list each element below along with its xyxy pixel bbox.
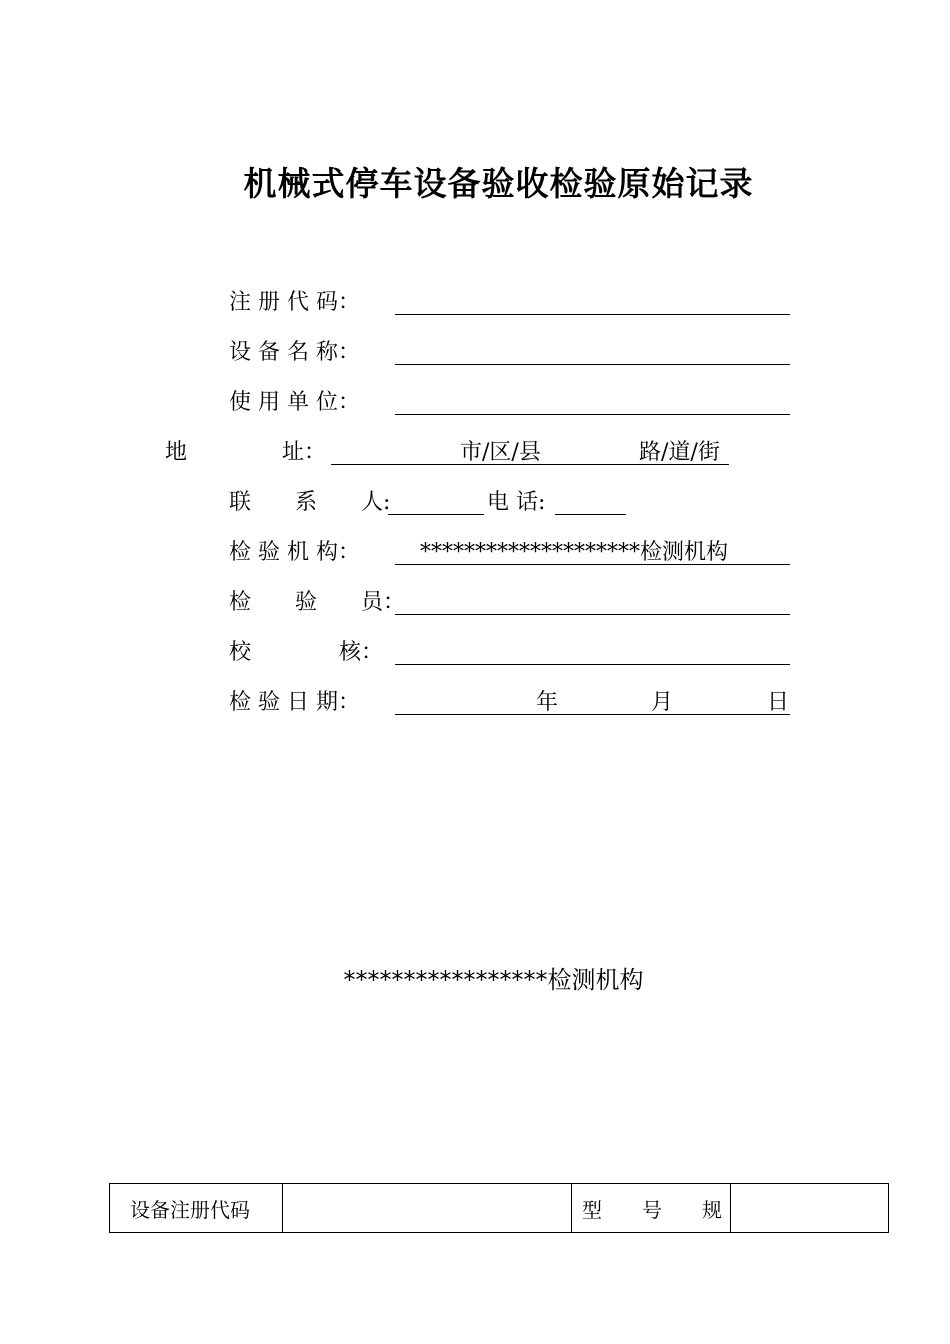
reg-code-field[interactable] bbox=[395, 314, 790, 315]
address-city-suffix: 市/区/县 bbox=[460, 440, 541, 465]
table-cell-model-value[interactable] bbox=[731, 1184, 889, 1233]
inspection-org-label: 检 验 机 构： bbox=[229, 540, 360, 565]
address-label-left: 地 bbox=[165, 440, 188, 465]
table-cell-reg-code-value[interactable] bbox=[283, 1184, 572, 1233]
table-row bbox=[110, 1184, 889, 1233]
inspector-label: 检 验 员： bbox=[229, 590, 406, 615]
inspection-date-label: 检 验 日 期： bbox=[229, 690, 360, 715]
inspection-date-field[interactable] bbox=[395, 714, 790, 715]
inspection-date-year: 年 bbox=[536, 690, 559, 715]
equipment-name-label: 设 备 名 称： bbox=[229, 340, 360, 365]
summary-table bbox=[109, 1183, 889, 1233]
phone-field[interactable] bbox=[555, 514, 626, 515]
footer-organization: *****************检测机构 bbox=[343, 966, 644, 994]
contact-field[interactable] bbox=[388, 514, 484, 515]
inspection-date-day: 日 bbox=[767, 690, 790, 715]
table-cell-reg-code-label: 设备注册代码 bbox=[110, 1184, 283, 1233]
inspection-org-value: ********************检测机构 bbox=[420, 540, 729, 565]
address-road-suffix: 路/道/街 bbox=[639, 440, 720, 465]
inspector-field[interactable] bbox=[395, 614, 790, 615]
table-cell-model-label: 型 号 规 bbox=[572, 1184, 731, 1233]
phone-label: 电 话: bbox=[487, 490, 546, 515]
user-unit-field[interactable] bbox=[395, 414, 790, 415]
equipment-name-field[interactable] bbox=[395, 364, 790, 365]
reg-code-label: 注 册 代 码： bbox=[229, 290, 360, 315]
inspection-date-month: 月 bbox=[651, 690, 674, 715]
reviewer-label: 校 核： bbox=[229, 640, 384, 665]
contact-label: 联 系 人: bbox=[229, 490, 391, 515]
user-unit-label: 使 用 单 位： bbox=[229, 390, 360, 415]
address-label-right: 址： bbox=[282, 440, 327, 465]
reviewer-field[interactable] bbox=[395, 664, 790, 665]
page-title: 机械式停车设备验收检验原始记录 bbox=[243, 164, 754, 203]
